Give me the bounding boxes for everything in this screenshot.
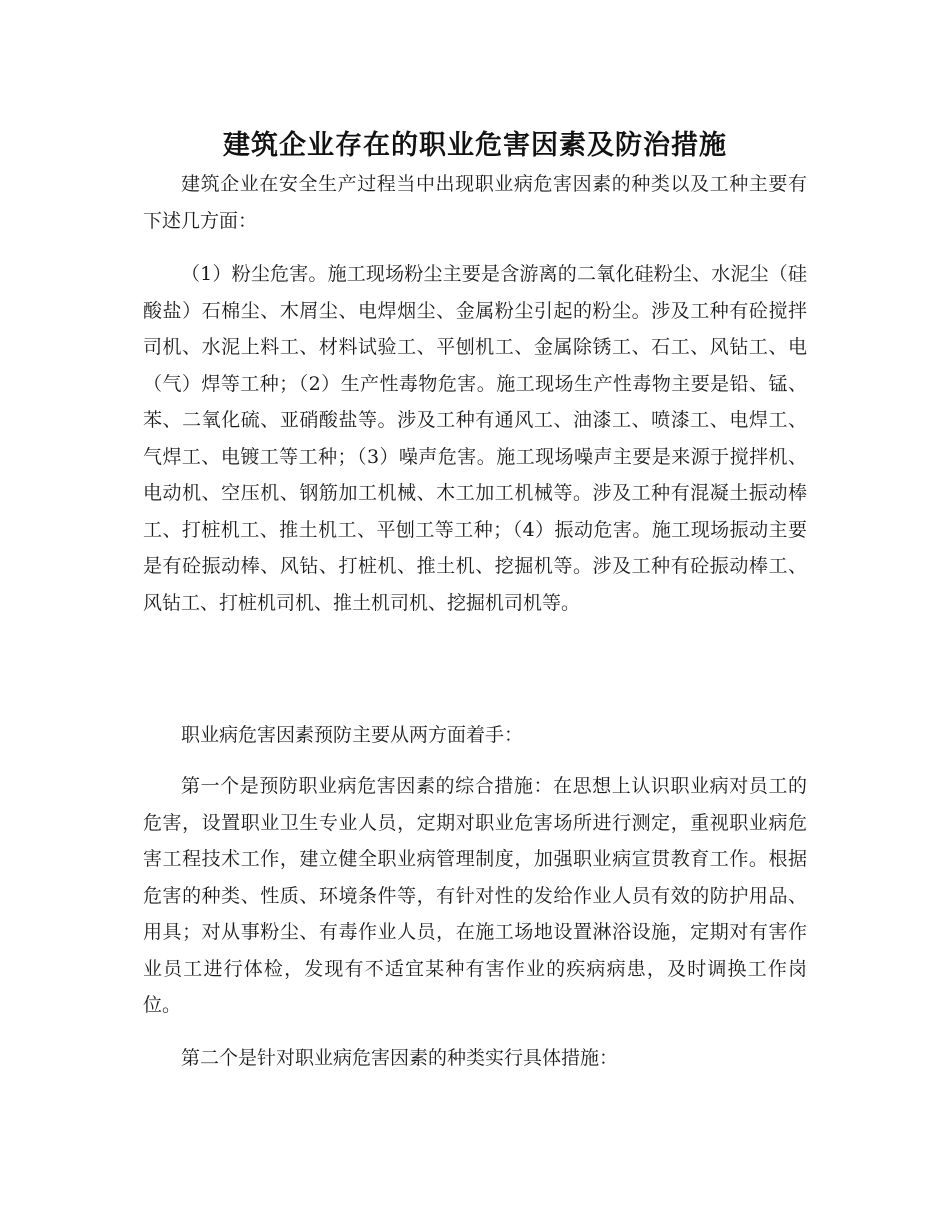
prevention-intro-paragraph: 职业病危害因素预防主要从两方面着手：: [181, 724, 524, 746]
intro-paragraph: 建筑企业在安全生产过程当中出现职业病危害因素的种类以及工种主要有下述几方面：: [143, 173, 807, 232]
comprehensive-measures-paragraph: 第一个是预防职业病危害因素的综合措施：在思想上认识职业病对员工的危害，设置职业卫生专业人员，定期对职业危害场所进行测定，重视职业病危害工程技术工作，建立健全职业病管理制度，加强职业病宣贯教育工作。根据危害的种类、性质、环境条件等，有针对性的发给作业人员有效的防护用品、用具；对从事粉尘、有毒作业人员，在施工场地设置淋浴设施，定期对有害作业员工进行体检，发现有不适宜某种有害作业的疾病病患，及时调换工作岗位。: [143, 775, 807, 1016]
specific-measures-paragraph: 第二个是针对职业病危害因素的种类实行具体措施：: [181, 1047, 619, 1069]
document-title: 建筑企业存在的职业危害因素及防治措施: [223, 130, 727, 162]
hazard-types-paragraph: （1）粉尘危害。施工现场粉尘主要是含游离的二氧化硅粉尘、水泥尘（硅酸盐）石棉尘、木屑尘、电焊烟尘、金属粉尘引起的粉尘。涉及工种有砼搅拌司机、水泥上料工、材料试验工、平刨机工、金属除锈工、石工、风钻工、电（气）焊等工种；（2）生产性毒物危害。施工现场生产性毒物主要是铅、锰、苯、二氧化硫、亚硝酸盐等。涉及工种有通风工、油漆工、喷漆工、电焊工、气焊工、电镀工等工种；（3）噪声危害。施工现场噪声主要是来源于搅拌机、电动机、空压机、钢筋加工机械、木工加工机械等。涉及工种有混凝土振动棒工、打桩机工、推土机工、平刨工等工种；（4）振动危害。施工现场振动主要是有砼振动棒、风钻、打桩机、推土机、挖掘机等。涉及工种有砼振动棒工、风钻工、打桩机司机、推土机司机、挖掘机司机等。: [143, 263, 807, 614]
